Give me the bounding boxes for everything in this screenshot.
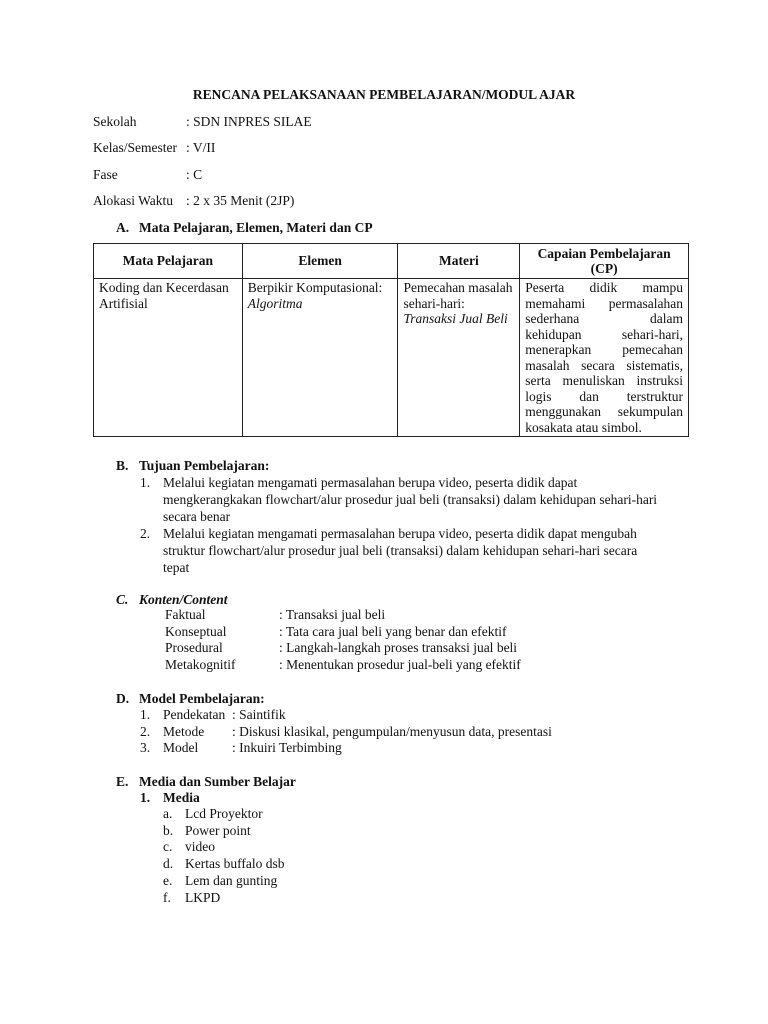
elemen-line1: Berpikir Komputasional: <box>247 280 383 295</box>
list-item <box>163 839 284 856</box>
item-text: video <box>185 839 215 855</box>
table-row <box>94 279 689 437</box>
item-number: 1. <box>140 475 151 490</box>
info-sekolah <box>93 113 312 131</box>
item-number: 1. <box>140 790 151 805</box>
section-d-heading <box>116 690 265 707</box>
header-cp-line2: (CP) <box>590 261 618 276</box>
header-cp-line1: Capaian Pembelajaran <box>537 246 671 261</box>
list-item <box>165 624 521 641</box>
document-title: RENCANA PELAKSANAAN PEMBELAJARAN/MODUL AJAR <box>192 87 576 102</box>
list-item <box>140 474 665 525</box>
item-text: Lem dan gunting <box>185 872 278 888</box>
item-letter: e. <box>163 872 173 888</box>
list-item <box>140 525 665 576</box>
media-subheading <box>140 790 200 807</box>
header-materi: Materi <box>398 244 520 279</box>
cell-materi <box>398 279 520 437</box>
elemen-line2: Algoritma <box>247 295 303 311</box>
konten-key: Metakognitif <box>165 657 236 673</box>
section-letter: D. <box>116 691 130 706</box>
item-text: Kertas buffalo dsb <box>185 856 285 872</box>
list-item <box>165 640 521 657</box>
section-title: Model Pembelajaran: <box>139 691 265 706</box>
info-kelas-semester <box>93 139 215 157</box>
header-cp <box>520 244 689 279</box>
info-label: Sekolah <box>93 114 137 129</box>
section-letter: C. <box>116 592 129 607</box>
info-alokasi-waktu <box>93 192 294 210</box>
section-letter: E. <box>116 774 129 789</box>
konten-value: : Langkah-langkah proses transaksi jual beli <box>279 640 518 656</box>
info-value: : C <box>186 167 203 182</box>
item-number: 3. <box>140 740 151 756</box>
model-value: : Diskusi klasikal, pengumpulan/menyusun data, presentasi <box>232 723 552 739</box>
konten-value: : Menentukan prosedur jual-beli yang efektif <box>279 657 521 673</box>
section-c-heading <box>116 591 228 608</box>
cell-cp <box>520 279 689 437</box>
konten-list <box>165 607 521 674</box>
cp-line: Peserta didik mampu <box>525 280 683 295</box>
section-letter: A. <box>116 220 130 235</box>
materi-line1: Pemecahan masalah sehari-hari: <box>403 280 513 311</box>
info-fase <box>93 166 202 184</box>
list-item <box>163 823 284 840</box>
info-label: Alokasi Waktu <box>93 193 174 208</box>
cp-line: menerapkan pemecahan <box>525 342 683 357</box>
model-key: Pendekatan <box>163 707 226 722</box>
section-e-heading <box>116 773 296 790</box>
cp-line: kehidupan sehari-hari, <box>525 326 683 342</box>
list-item <box>140 740 552 757</box>
cp-line: serta menuliskan instruksi <box>525 373 683 388</box>
item-number: 2. <box>140 723 151 739</box>
media-list <box>163 806 284 906</box>
cell-elemen <box>242 279 398 437</box>
konten-value: : Tata cara jual beli yang benar dan efektif <box>279 623 507 639</box>
info-label: Fase <box>93 167 118 182</box>
item-text: Power point <box>185 822 251 838</box>
materi-line2: Transaksi Jual Beli <box>403 311 508 326</box>
item-number: 1. <box>140 707 151 722</box>
item-letter: f. <box>163 889 171 905</box>
section-title: Tujuan Pembelajaran: <box>139 458 270 473</box>
model-value: : Saintifik <box>232 707 286 722</box>
cp-table <box>93 243 689 437</box>
header-elemen: Elemen <box>242 244 398 279</box>
list-item <box>140 724 552 741</box>
model-value: : Inkuiri Terbimbing <box>232 740 342 756</box>
konten-value: : Transaksi jual beli <box>279 607 386 622</box>
header-mata-pelajaran: Mata Pelajaran <box>94 244 243 279</box>
info-value: : SDN INPRES SILAE <box>186 114 312 129</box>
list-item <box>140 707 552 724</box>
info-label: Kelas/Semester <box>93 140 177 155</box>
konten-key: Konseptual <box>165 623 227 639</box>
media-title: Media <box>163 790 200 805</box>
section-title: Mata Pelajaran, Elemen, Materi dan CP <box>139 220 373 235</box>
item-letter: b. <box>163 822 174 838</box>
item-text: Lcd Proyektor <box>185 806 263 821</box>
item-number: 2. <box>140 526 151 541</box>
cp-line: kosakata atau simbol. <box>525 419 642 435</box>
list-item <box>163 806 284 823</box>
konten-key: Prosedural <box>165 640 223 656</box>
list-item <box>163 890 284 907</box>
item-letter: c. <box>163 839 173 855</box>
section-a-heading <box>116 219 373 236</box>
list-item <box>165 657 521 674</box>
section-title: Konten/Content <box>139 592 228 607</box>
item-text: Melalui kegiatan mengamati permasalahan berupa video, peserta didik dapat mengubah struktur flowchart/alur prosedur jual beli (transaksi) dalam kehidupan sehari-hari secara tepat <box>163 526 638 575</box>
model-list <box>140 707 552 757</box>
list-item <box>163 856 284 873</box>
item-letter: d. <box>163 856 174 872</box>
section-letter: B. <box>116 458 129 473</box>
cp-line: memahami permasalahan <box>525 295 683 311</box>
cp-line: sederhana dalam <box>525 311 683 326</box>
item-text: LKPD <box>185 889 221 905</box>
model-key: Metode <box>163 723 205 739</box>
table-header-row <box>94 244 689 279</box>
item-text: Melalui kegiatan mengamati permasalahan berupa video, peserta didik dapat mengkerangkakan flowchart/alur prosedur jual beli (transaksi) dalam kehidupan sehari-hari secara benar <box>163 475 658 524</box>
tujuan-list <box>140 474 665 576</box>
model-key: Model <box>163 740 199 756</box>
info-value: : V/II <box>186 140 216 155</box>
section-b-heading <box>116 457 269 474</box>
konten-key: Faktual <box>165 607 206 622</box>
cp-line: masalah secara sistematis, <box>525 357 683 373</box>
list-item <box>163 873 284 890</box>
list-item <box>165 607 521 624</box>
section-title: Media dan Sumber Belajar <box>139 774 296 789</box>
cp-line: logis dan terstruktur <box>525 388 683 404</box>
item-letter: a. <box>163 806 173 821</box>
cp-line: menggunakan sekumpulan <box>525 404 683 419</box>
info-value: : 2 x 35 Menit (2JP) <box>186 193 295 208</box>
cell-mata-pelajaran: Koding dan Kecerdasan Artifisial <box>94 279 243 437</box>
